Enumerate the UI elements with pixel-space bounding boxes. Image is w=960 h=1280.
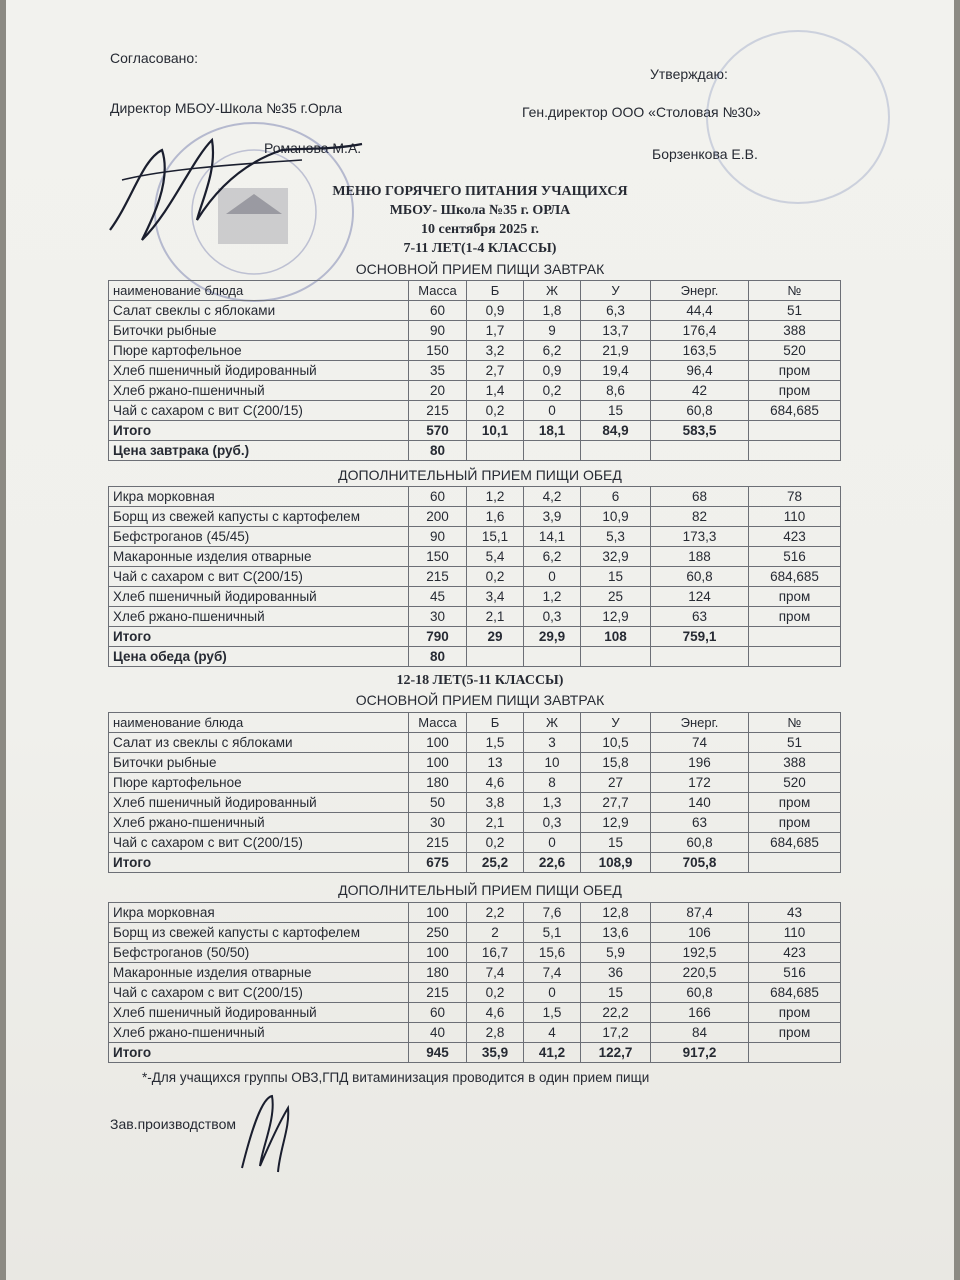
- dish-name-cell: Чай с сахаром с вит С(200/15): [109, 401, 409, 421]
- value-cell: 82: [651, 507, 749, 527]
- dish-name-cell: Пюре картофельное: [109, 773, 409, 793]
- value-cell: 423: [749, 527, 841, 547]
- value-cell: 110: [749, 507, 841, 527]
- dish-name-cell: Чай с сахаром с вит С(200/15): [109, 983, 409, 1003]
- value-cell: 215: [409, 401, 467, 421]
- value-cell: 16,7: [467, 943, 524, 963]
- value-cell: 0,2: [524, 381, 581, 401]
- approve-label: Утверждаю:: [650, 66, 728, 82]
- group2-lunch-heading: ДОПОЛНИТЕЛЬНЫЙ ПРИЕМ ПИЩИ ОБЕД: [338, 882, 622, 898]
- value-cell: 150: [409, 341, 467, 361]
- value-cell: 17,2: [581, 1023, 651, 1043]
- value-cell: [467, 441, 524, 461]
- value-cell: 200: [409, 507, 467, 527]
- dish-name-cell: Икра морковная: [109, 903, 409, 923]
- group1-lunch-table: [108, 486, 841, 667]
- agreed-label: Согласовано:: [110, 50, 199, 66]
- value-cell: 3,2: [467, 341, 524, 361]
- value-cell: Энерг.: [651, 713, 749, 733]
- production-head-signature: [232, 1088, 302, 1178]
- footer-position: Зав.производством: [110, 1116, 236, 1132]
- value-cell: 8: [524, 773, 581, 793]
- table-row: [109, 361, 841, 381]
- value-cell: 196: [651, 753, 749, 773]
- value-cell: 220,5: [651, 963, 749, 983]
- value-cell: 684,685: [749, 401, 841, 421]
- dish-name-cell: Борщ из свежей капусты с картофелем: [109, 507, 409, 527]
- value-cell: 78: [749, 487, 841, 507]
- table-row: [109, 587, 841, 607]
- value-cell: 7,4: [524, 963, 581, 983]
- value-cell: [524, 441, 581, 461]
- dish-name-cell: Итого: [109, 853, 409, 873]
- value-cell: 790: [409, 627, 467, 647]
- dish-name-cell: Бефстроганов (50/50): [109, 943, 409, 963]
- value-cell: 5,9: [581, 943, 651, 963]
- value-cell: 215: [409, 567, 467, 587]
- dish-name-cell: Хлеб ржано-пшеничный: [109, 607, 409, 627]
- value-cell: 110: [749, 923, 841, 943]
- table-summary-row: [109, 1043, 841, 1063]
- value-cell: 0,2: [467, 983, 524, 1003]
- dish-name-cell: Макаронные изделия отварные: [109, 963, 409, 983]
- dish-name-cell: Хлеб ржано-пшеничный: [109, 813, 409, 833]
- value-cell: 84: [651, 1023, 749, 1043]
- table-summary-row: [109, 647, 841, 667]
- value-cell: 388: [749, 321, 841, 341]
- value-cell: 570: [409, 421, 467, 441]
- canteen-stamp: [706, 30, 890, 204]
- value-cell: пром: [749, 813, 841, 833]
- value-cell: 0: [524, 833, 581, 853]
- value-cell: 96,4: [651, 361, 749, 381]
- footnote: *-Для учащихся группы ОВЗ,ГПД витаминизация проводится в один прием пищи: [142, 1070, 650, 1085]
- value-cell: 1,4: [467, 381, 524, 401]
- value-cell: 14,1: [524, 527, 581, 547]
- value-cell: [651, 441, 749, 461]
- value-cell: 13,6: [581, 923, 651, 943]
- value-cell: 4,6: [467, 1003, 524, 1023]
- value-cell: 10,9: [581, 507, 651, 527]
- value-cell: 12,8: [581, 903, 651, 923]
- value-cell: 22,6: [524, 853, 581, 873]
- group1-breakfast-table: [108, 280, 841, 461]
- dish-name-cell: Борщ из свежей капусты с картофелем: [109, 923, 409, 943]
- age-group-2: 12-18 ЛЕТ(5-11 КЛАССЫ): [396, 673, 564, 688]
- value-cell: Масса: [409, 713, 467, 733]
- value-cell: 0,3: [524, 813, 581, 833]
- value-cell: [749, 441, 841, 461]
- value-cell: 30: [409, 607, 467, 627]
- value-cell: пром: [749, 1023, 841, 1043]
- value-cell: 188: [651, 547, 749, 567]
- value-cell: Масса: [409, 281, 467, 301]
- value-cell: 3,9: [524, 507, 581, 527]
- value-cell: 29,9: [524, 627, 581, 647]
- table-row: [109, 813, 841, 833]
- group2-breakfast-table: [108, 712, 841, 873]
- table-row: [109, 381, 841, 401]
- value-cell: 50: [409, 793, 467, 813]
- table-row: [109, 943, 841, 963]
- value-cell: 180: [409, 963, 467, 983]
- value-cell: [581, 441, 651, 461]
- value-cell: [467, 647, 524, 667]
- director-name: Романова М.А.: [264, 140, 362, 156]
- value-cell: 32,9: [581, 547, 651, 567]
- value-cell: 3,8: [467, 793, 524, 813]
- value-cell: 520: [749, 341, 841, 361]
- value-cell: У: [581, 713, 651, 733]
- dish-name-cell: наименование блюда: [109, 281, 409, 301]
- table-summary-row: [109, 421, 841, 441]
- director-position: Директор МБОУ-Школа №35 г.Орла: [110, 100, 343, 116]
- value-cell: 684,685: [749, 833, 841, 853]
- dish-name-cell: Биточки рыбные: [109, 753, 409, 773]
- table-row: [109, 401, 841, 421]
- value-cell: 423: [749, 943, 841, 963]
- value-cell: 108,9: [581, 853, 651, 873]
- value-cell: 2: [467, 923, 524, 943]
- value-cell: 0: [524, 567, 581, 587]
- value-cell: 106: [651, 923, 749, 943]
- value-cell: 4,6: [467, 773, 524, 793]
- value-cell: [749, 627, 841, 647]
- value-cell: 35,9: [467, 1043, 524, 1063]
- value-cell: 63: [651, 813, 749, 833]
- value-cell: Ж: [524, 281, 581, 301]
- value-cell: пром: [749, 587, 841, 607]
- value-cell: 3,4: [467, 587, 524, 607]
- table-row: [109, 793, 841, 813]
- value-cell: 140: [651, 793, 749, 813]
- value-cell: 90: [409, 527, 467, 547]
- dish-name-cell: Салат из свеклы с яблоками: [109, 733, 409, 753]
- value-cell: 675: [409, 853, 467, 873]
- value-cell: 1,8: [524, 301, 581, 321]
- value-cell: 4,2: [524, 487, 581, 507]
- value-cell: 15: [581, 401, 651, 421]
- dish-name-cell: Икра морковная: [109, 487, 409, 507]
- table-row: [109, 1023, 841, 1043]
- value-cell: 150: [409, 547, 467, 567]
- value-cell: 2,1: [467, 607, 524, 627]
- value-cell: 90: [409, 321, 467, 341]
- value-cell: 41,2: [524, 1043, 581, 1063]
- value-cell: 4: [524, 1023, 581, 1043]
- value-cell: 100: [409, 943, 467, 963]
- gendirector-name: Борзенкова Е.В.: [652, 146, 758, 162]
- value-cell: 192,5: [651, 943, 749, 963]
- value-cell: 2,7: [467, 361, 524, 381]
- table-row: [109, 833, 841, 853]
- dish-name-cell: Салат свеклы с яблоками: [109, 301, 409, 321]
- dish-name-cell: Макаронные изделия отварные: [109, 547, 409, 567]
- value-cell: пром: [749, 793, 841, 813]
- table-row: [109, 607, 841, 627]
- menu-date: 10 сентября 2025 г.: [420, 222, 540, 237]
- value-cell: 6,3: [581, 301, 651, 321]
- value-cell: 759,1: [651, 627, 749, 647]
- value-cell: 684,685: [749, 567, 841, 587]
- value-cell: 80: [409, 647, 467, 667]
- value-cell: 15,1: [467, 527, 524, 547]
- value-cell: 27,7: [581, 793, 651, 813]
- value-cell: 87,4: [651, 903, 749, 923]
- dish-name-cell: Хлеб ржано-пшеничный: [109, 381, 409, 401]
- table-row: [109, 963, 841, 983]
- value-cell: 583,5: [651, 421, 749, 441]
- value-cell: 35: [409, 361, 467, 381]
- value-cell: 100: [409, 753, 467, 773]
- value-cell: 15: [581, 833, 651, 853]
- value-cell: 520: [749, 773, 841, 793]
- value-cell: 43: [749, 903, 841, 923]
- value-cell: [581, 647, 651, 667]
- value-cell: Б: [467, 281, 524, 301]
- dish-name-cell: Бефстроганов (45/45): [109, 527, 409, 547]
- value-cell: 124: [651, 587, 749, 607]
- value-cell: 173,3: [651, 527, 749, 547]
- value-cell: 40: [409, 1023, 467, 1043]
- value-cell: [749, 647, 841, 667]
- value-cell: 8,6: [581, 381, 651, 401]
- dish-name-cell: Биточки рыбные: [109, 321, 409, 341]
- value-cell: 21,9: [581, 341, 651, 361]
- dish-name-cell: наименование блюда: [109, 713, 409, 733]
- value-cell: 215: [409, 833, 467, 853]
- value-cell: [749, 421, 841, 441]
- dish-name-cell: Итого: [109, 1043, 409, 1063]
- value-cell: 51: [749, 733, 841, 753]
- table-row: [109, 527, 841, 547]
- value-cell: 36: [581, 963, 651, 983]
- value-cell: 705,8: [651, 853, 749, 873]
- value-cell: Б: [467, 713, 524, 733]
- value-cell: 60,8: [651, 401, 749, 421]
- value-cell: 917,2: [651, 1043, 749, 1063]
- value-cell: 60: [409, 1003, 467, 1023]
- value-cell: 18,1: [524, 421, 581, 441]
- value-cell: 1,6: [467, 507, 524, 527]
- dish-name-cell: Цена завтрака (руб.): [109, 441, 409, 461]
- value-cell: 0,3: [524, 607, 581, 627]
- value-cell: 1,3: [524, 793, 581, 813]
- table-row: [109, 507, 841, 527]
- value-cell: 1,2: [467, 487, 524, 507]
- value-cell: 60: [409, 301, 467, 321]
- value-cell: 166: [651, 1003, 749, 1023]
- table-row: [109, 733, 841, 753]
- value-cell: 516: [749, 547, 841, 567]
- value-cell: 100: [409, 733, 467, 753]
- table-row: [109, 923, 841, 943]
- table-row: [109, 903, 841, 923]
- value-cell: 15: [581, 567, 651, 587]
- table-summary-row: [109, 853, 841, 873]
- value-cell: 42: [651, 381, 749, 401]
- table-row: [109, 341, 841, 361]
- value-cell: 7,4: [467, 963, 524, 983]
- value-cell: 6,2: [524, 547, 581, 567]
- table-header-row: [109, 713, 841, 733]
- table-row: [109, 773, 841, 793]
- dish-name-cell: Хлеб ржано-пшеничный: [109, 1023, 409, 1043]
- dish-name-cell: Чай с сахаром с вит С(200/15): [109, 833, 409, 853]
- dish-name-cell: Цена обеда (руб): [109, 647, 409, 667]
- value-cell: 0: [524, 983, 581, 1003]
- table-row: [109, 547, 841, 567]
- value-cell: 108: [581, 627, 651, 647]
- value-cell: 84,9: [581, 421, 651, 441]
- value-cell: 0,2: [467, 567, 524, 587]
- value-cell: пром: [749, 361, 841, 381]
- value-cell: №: [749, 713, 841, 733]
- value-cell: 9: [524, 321, 581, 341]
- value-cell: 215: [409, 983, 467, 1003]
- value-cell: 2,1: [467, 813, 524, 833]
- value-cell: 516: [749, 963, 841, 983]
- table-summary-row: [109, 627, 841, 647]
- table-row: [109, 1003, 841, 1023]
- table-row: [109, 567, 841, 587]
- value-cell: [749, 1043, 841, 1063]
- table-row: [109, 301, 841, 321]
- value-cell: 22,2: [581, 1003, 651, 1023]
- group1-lunch-heading: ДОПОЛНИТЕЛЬНЫЙ ПРИЕМ ПИЩИ ОБЕД: [338, 467, 622, 483]
- group1-breakfast-heading: ОСНОВНОЙ ПРИЕМ ПИЩИ ЗАВТРАК: [355, 261, 605, 277]
- value-cell: 163,5: [651, 341, 749, 361]
- value-cell: 122,7: [581, 1043, 651, 1063]
- value-cell: №: [749, 281, 841, 301]
- value-cell: Ж: [524, 713, 581, 733]
- dish-name-cell: Пюре картофельное: [109, 341, 409, 361]
- menu-title: МЕНЮ ГОРЯЧЕГО ПИТАНИЯ УЧАЩИХСЯ: [332, 184, 628, 199]
- value-cell: 388: [749, 753, 841, 773]
- value-cell: 51: [749, 301, 841, 321]
- value-cell: 2,2: [467, 903, 524, 923]
- value-cell: 10: [524, 753, 581, 773]
- table-row: [109, 321, 841, 341]
- value-cell: 0,9: [467, 301, 524, 321]
- table-row: [109, 753, 841, 773]
- value-cell: Энерг.: [651, 281, 749, 301]
- value-cell: 1,2: [524, 587, 581, 607]
- group2-breakfast-heading: ОСНОВНОЙ ПРИЕМ ПИЩИ ЗАВТРАК: [355, 692, 605, 708]
- value-cell: пром: [749, 607, 841, 627]
- value-cell: 172: [651, 773, 749, 793]
- value-cell: 29: [467, 627, 524, 647]
- value-cell: 0: [524, 401, 581, 421]
- value-cell: 5,1: [524, 923, 581, 943]
- value-cell: 684,685: [749, 983, 841, 1003]
- table-header-row: [109, 281, 841, 301]
- value-cell: 15,6: [524, 943, 581, 963]
- value-cell: 60: [409, 487, 467, 507]
- value-cell: 15,8: [581, 753, 651, 773]
- value-cell: 7,6: [524, 903, 581, 923]
- value-cell: 44,4: [651, 301, 749, 321]
- value-cell: 63: [651, 607, 749, 627]
- age-group-1: 7-11 ЛЕТ(1-4 КЛАССЫ): [403, 241, 557, 256]
- value-cell: 20: [409, 381, 467, 401]
- value-cell: 180: [409, 773, 467, 793]
- value-cell: 1,7: [467, 321, 524, 341]
- value-cell: 0,2: [467, 401, 524, 421]
- value-cell: 60,8: [651, 983, 749, 1003]
- dish-name-cell: Хлеб пшеничный йодированный: [109, 1003, 409, 1023]
- value-cell: 945: [409, 1043, 467, 1063]
- table-row: [109, 983, 841, 1003]
- value-cell: 176,4: [651, 321, 749, 341]
- value-cell: 74: [651, 733, 749, 753]
- document-page: [6, 0, 954, 1280]
- value-cell: 10,1: [467, 421, 524, 441]
- value-cell: [749, 853, 841, 873]
- dish-name-cell: Итого: [109, 421, 409, 441]
- value-cell: 13: [467, 753, 524, 773]
- value-cell: 3: [524, 733, 581, 753]
- value-cell: пром: [749, 381, 841, 401]
- dish-name-cell: Хлеб пшеничный йодированный: [109, 793, 409, 813]
- table-row: [109, 487, 841, 507]
- value-cell: 27: [581, 773, 651, 793]
- value-cell: 1,5: [467, 733, 524, 753]
- value-cell: 13,7: [581, 321, 651, 341]
- value-cell: 60,8: [651, 833, 749, 853]
- value-cell: [651, 647, 749, 667]
- table-summary-row: [109, 441, 841, 461]
- value-cell: 2,8: [467, 1023, 524, 1043]
- value-cell: У: [581, 281, 651, 301]
- value-cell: [524, 647, 581, 667]
- value-cell: 6,2: [524, 341, 581, 361]
- value-cell: 6: [581, 487, 651, 507]
- value-cell: 12,9: [581, 607, 651, 627]
- value-cell: 60,8: [651, 567, 749, 587]
- value-cell: пром: [749, 1003, 841, 1023]
- dish-name-cell: Чай с сахаром с вит С(200/15): [109, 567, 409, 587]
- value-cell: 80: [409, 441, 467, 461]
- value-cell: 15: [581, 983, 651, 1003]
- value-cell: 10,5: [581, 733, 651, 753]
- value-cell: 100: [409, 903, 467, 923]
- gendirector-position: Ген.директор ООО «Столовая №30»: [522, 104, 761, 120]
- school-name: МБОУ- Школа №35 г. ОРЛА: [389, 203, 571, 218]
- value-cell: 1,5: [524, 1003, 581, 1023]
- value-cell: 5,4: [467, 547, 524, 567]
- value-cell: 0,9: [524, 361, 581, 381]
- dish-name-cell: Хлеб пшеничный йодированный: [109, 587, 409, 607]
- dish-name-cell: Хлеб пшеничный йодированный: [109, 361, 409, 381]
- dish-name-cell: Итого: [109, 627, 409, 647]
- value-cell: 12,9: [581, 813, 651, 833]
- value-cell: 25,2: [467, 853, 524, 873]
- value-cell: 0,2: [467, 833, 524, 853]
- value-cell: 30: [409, 813, 467, 833]
- value-cell: 68: [651, 487, 749, 507]
- value-cell: 45: [409, 587, 467, 607]
- value-cell: 25: [581, 587, 651, 607]
- value-cell: 250: [409, 923, 467, 943]
- value-cell: 19,4: [581, 361, 651, 381]
- group2-lunch-table: [108, 902, 841, 1063]
- value-cell: 5,3: [581, 527, 651, 547]
